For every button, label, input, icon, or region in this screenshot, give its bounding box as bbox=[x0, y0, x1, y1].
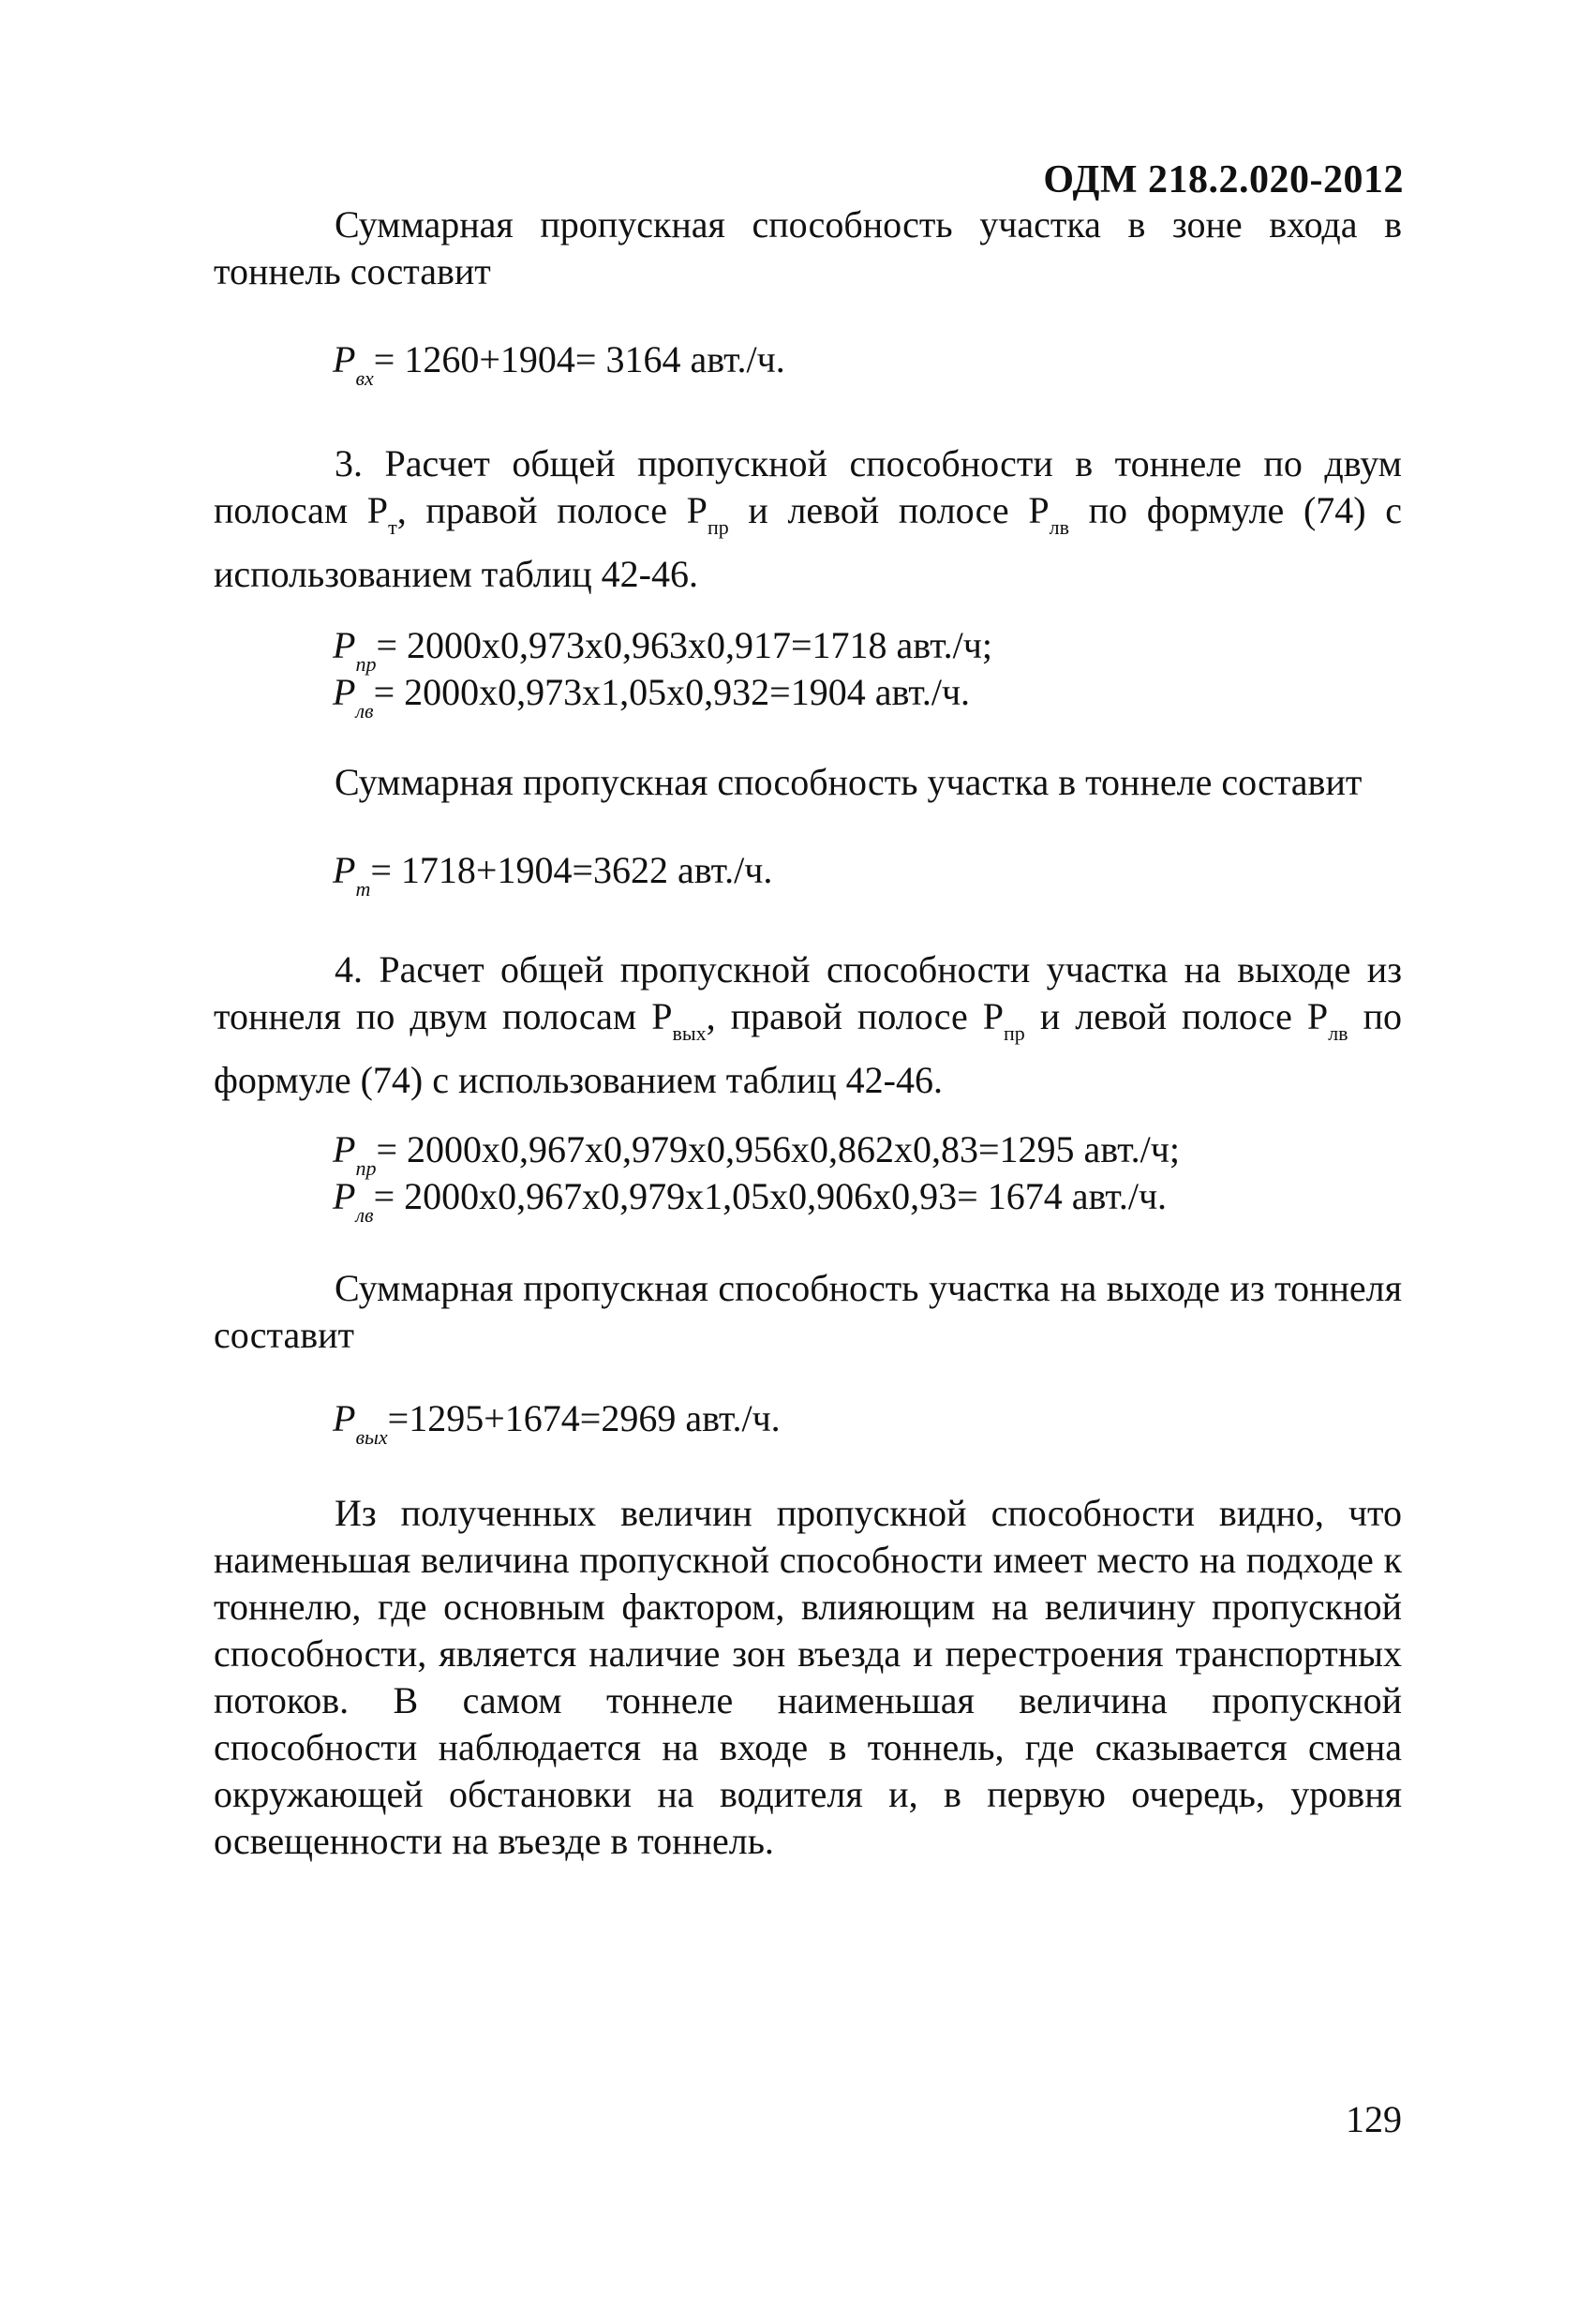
formula-subscript: лв bbox=[355, 699, 374, 723]
formula-symbol: P bbox=[333, 1175, 356, 1217]
formula-expression: = 1718+1904=3622 авт./ч. bbox=[370, 849, 773, 891]
step-4-text-b: , правой полосе P bbox=[706, 995, 1005, 1037]
formula-tunnel-left-lane bbox=[333, 670, 970, 734]
step-3-text-d: по формуле (74) с использованием таблиц 42-46. bbox=[214, 489, 1403, 595]
paragraph-entry-capacity: Суммарная пропускная способность участка в зоне входа в тоннель составит bbox=[214, 203, 1402, 292]
paragraph-step-3 bbox=[214, 440, 1402, 598]
formula-symbol: P bbox=[333, 624, 356, 666]
formula-subscript: вых bbox=[355, 1425, 388, 1449]
paragraph-conclusion: Из полученных величин пропускной способности видно, что наименьшая величина пропускной способности имеет место на подходе к тоннелю, где основным фактором, влияющим на величину пропускной способности, является наличие зон въезда и перестроения транспортных потоков. В самом тоннеле наименьшая величина пропускной способности наблюдается на входе в тоннель, где сказывается смена окружающей обстановки на водителя и, в первую очередь, уровня освещенности на въезде в тоннель. bbox=[214, 1492, 1402, 1862]
paragraph-exit-capacity: Суммарная пропускная способность участка на выходе из тоннеля составит bbox=[214, 1267, 1402, 1356]
step-4-text-d: по формуле (74) с использованием таблиц 42-46. bbox=[214, 995, 1403, 1101]
formula-subscript: пр bbox=[355, 652, 377, 676]
formula-exit-total bbox=[333, 1396, 781, 1460]
formula-entry-total bbox=[333, 337, 785, 401]
step-4-text-c: и левой полосе P bbox=[1024, 995, 1329, 1037]
step-4-sub-pr: пр bbox=[1004, 1021, 1025, 1045]
document-code: ОДМ 218.2.020-2012 bbox=[1043, 158, 1404, 201]
page-number: 129 bbox=[1346, 2098, 1402, 2140]
step-3-text-a: 3. Расчет общей пропускной способности в тоннеле по двум полосам P bbox=[214, 442, 1402, 531]
step-3-sub-t: т bbox=[388, 515, 397, 539]
step-3-sub-lv: лв bbox=[1049, 515, 1069, 539]
formula-subscript: т bbox=[355, 877, 371, 901]
formula-subscript: пр bbox=[355, 1156, 377, 1180]
formula-symbol: P bbox=[333, 849, 356, 891]
paragraph-tunnel-capacity: Суммарная пропускная способность участка в тоннеле составит bbox=[335, 761, 1363, 803]
step-4-sub-lv: лв bbox=[1328, 1021, 1348, 1045]
formula-symbol: P bbox=[333, 1128, 356, 1170]
formula-symbol: P bbox=[333, 338, 356, 380]
step-3-sub-pr: пр bbox=[707, 515, 729, 539]
formula-subscript: лв bbox=[355, 1203, 374, 1227]
formula-subscript: вх bbox=[355, 366, 374, 390]
step-3-text-c: и левой полосе P bbox=[728, 489, 1050, 531]
formula-expression: =1295+1674=2969 авт./ч. bbox=[387, 1397, 781, 1439]
step-4-sub-vyh: вых bbox=[672, 1021, 707, 1045]
formula-symbol: P bbox=[333, 1397, 356, 1439]
formula-symbol: P bbox=[333, 671, 356, 713]
formula-expression: = 2000x0,967x0,979x1,05x0,906x0,93= 1674 авт./ч. bbox=[373, 1175, 1168, 1217]
paragraph-step-4 bbox=[214, 946, 1402, 1104]
step-3-text-b: , правой полосе P bbox=[396, 489, 708, 531]
formula-exit-left-lane bbox=[333, 1174, 1167, 1238]
formula-expression: = 2000x0,973x1,05x0,932=1904 авт./ч. bbox=[373, 671, 971, 713]
step-4-text-a: 4. Расчет общей пропускной способности участка на выходе из тоннеля по двум полосам P bbox=[214, 948, 1402, 1037]
formula-expression: = 2000x0,973x0,963x0,917=1718 авт./ч; bbox=[376, 624, 993, 666]
formula-tunnel-total bbox=[333, 848, 772, 912]
formula-expression: = 1260+1904= 3164 авт./ч. bbox=[373, 338, 785, 380]
formula-expression: = 2000x0,967x0,979x0,956x0,862x0,83=1295 авт./ч; bbox=[376, 1128, 1181, 1170]
